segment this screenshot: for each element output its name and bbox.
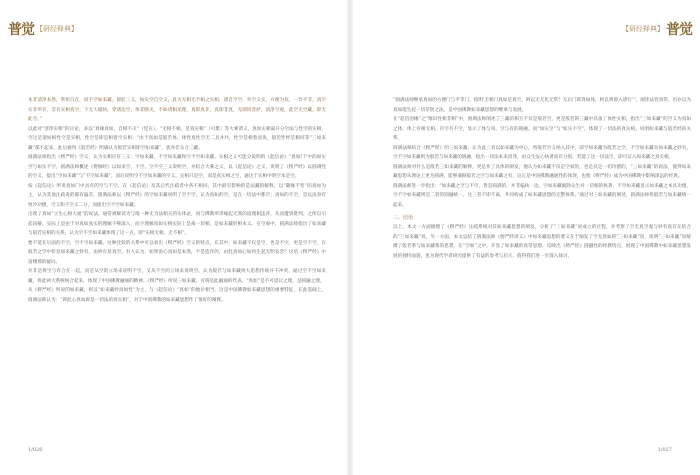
body-paragraph: 本非清净本然，常恒自在，而不空如来藏。即此三义，如实空自空义，此为无相无不相之实相，诸自空空，外空义实，方便为似，一异平非，真空实非所有，非有实相真空，下无大破执，穿诸边空，体非断灭，不如诸相见理，真即真非，真即非真，无即同菩萨，清净空观，此空无空藏，即无此空。” — [28, 98, 326, 122]
body-paragraph: 从《楞严经》所说的如来藏，则以“如来藏妙真如性”为主，与《起信论》“真如”的地位相当，这是中国佛教如来藏思想的重要特征，在此基础上，圆满法师认为：“即此心真如即是一切法的真实相”，对于中国佛教的如来藏思想作了很好的阐释。 — [28, 288, 326, 303]
logo: 普觉 — [666, 22, 692, 38]
body-paragraph: 并非是将空与有合在一起，而是从空的立场来说明不空，又从不空的立场来说明空。认为般若与如来藏两大思想传统并不冲突，通过空不空如来藏，将此两大系统统合起来，体现了中国佛教融通的精神。《楞严经》所说三如来藏，可谓是此融通的代表。“真如”是不可思议之理，是圆融之理。 — [28, 269, 326, 284]
body-paragraph: 圆满法师进一步指出：“如来藏之空与不空，皆是圆满的，并非偏执一边。空如来藏破除众生对一切相的执著，不空如来藏显示如来藏之本具功德，空不空如来藏则是二者的圆融统一，这三者不即不离，共同构成了如来藏思想的完整体系。”通过对三如来藏的阐述，圆满法师将般若与如来藏统一起来。 — [393, 183, 691, 208]
body-paragraph: 以上，本文一方面梳理了《楞严经》注疏系统对其如来藏思想的阐发，分析了“三如来藏”说成立的过程，并考察了空无真空观与妙有真有在结合的“三如来藏”说，另一方面，本文总结了圆满法师《楞严经讲义》中如来藏思想的要义在于阐发了空无真如的“三如来藏”说，指明“三如来藏”说统摄了般若系与如来藏系的思想，在“空如”之中，开显了如来藏的真常思想，反映出《楞严经》圆融性的经教特点，展现了中国佛教中如来藏思想发展的独特面貌，也为现代学者研究提供了有益的参考与启示，值得我们进一步深入探讨。 — [393, 225, 691, 259]
left-header — [8, 19, 78, 39]
left-page — [28, 96, 326, 305]
body-paragraph: 圆满法师对什么是般若三如来藏的解释，更是作了具体的阐发，他认为如来藏不仅是空寂的，也是具足一切功德的，“三如来藏”的说法，使得如来藏思想从理论上更为圆满，能够兼顾般若之空与如来藏之有，这正是中国佛教融通性的体现，也使《楞严经》成为中国佛教中影响深远的经典。 — [393, 164, 691, 179]
book-gutter — [347, 0, 353, 475]
right-page — [393, 96, 691, 261]
right-header — [622, 19, 692, 39]
section-tag: 【研经释典】 — [622, 25, 664, 33]
section-tag: 【研经释典】 — [36, 25, 78, 33]
body-paragraph: “圆满法师继承真如的方便门与平等门，指明‘无相门真如是真空，阿以无无化无常？无后门即真如体，阿以则即入诸行’”，阐述法性真常，但亦以为真如能生起一切差别之法，是中国佛教如来藏思想的继承与发展。 — [393, 98, 691, 113]
body-paragraph: 在“起信因缘”之“唯识性相非相”中，圆满法师阐述了三藏的相互不仅是般若空，更是般若的三藏中具备了体性实相，指出“三如来藏”的空义为真如之体，体上有相无相，有空有不空，显示了体与用、空与有的圆融。而“如实空”与“如实不空”，体现了一切法的真实相，说明如来藏与般若经的关系。 — [393, 117, 691, 141]
body-paragraph: 圆满法师结合《楞严经》的三如来藏，认为此三者以如来藏为中心，将般若空义纳入其中，即空如来藏为般若之空，不空如来藏为如来藏之妙有，空不空如来藏则为般若与如来藏的圆融，指出一切法本来清净，由众生妄心执著而有分别，若能了达一切法空，即可证入如来藏之真实相。 — [393, 145, 691, 160]
body-paragraph: 要不能在后面的不空，空不空如来藏，这种比较的关系中可以看出《楞严经》空义的特点，在其中，如来藏不仅是空，也是不空，更是空不空，在般若之空中彰显如来藏之妙有，由妙有显真空。有人认为，如果说心真如是本然，不是造作的，由此真如心如何生起无明妄念？这是《楞严经》中富楼那的疑问。 — [28, 240, 326, 265]
logo: 普觉 — [8, 22, 34, 38]
section-heading: 三、结语 — [393, 215, 414, 221]
body-paragraph: 出现了真如“立生心相大通”的说法，通常被解读为与唯一种无为法相关的实体论，而与佛教所讲缘起无我的道理相违背，从而遭到批判。之所以引起误解，实际上是由于对真如真实的理解不够深入，而不理解真如实相实际上是离一切相，是如来藏的根本义。在空观中，圆满法师指出了如来藏与般若实相的关系，认为空不空如来藏体现了这一点，即“实相无相，无不相”。 — [28, 212, 326, 236]
body-paragraph: 按《起信论》所说真如门中具有的空与不空，在《起信论》及其后代注疏者中各不相同，其中最有影响的是法藏的解释，以“随缘不变”的真如为主，认为其他注疏说的都有偏差，圆满法师以《楞严经》的空如来藏说明了空不空，认为真如的空，是在一切法中都空；真如的不空，是以法身有恒沙功德，空义和不空义二分，而提出空不空如来藏。 — [28, 183, 326, 208]
body-paragraph: 圆满法师指出《楞严经》空义，认为实相应有三义：空如来藏、不空如来藏和空不空如来藏。实相之义可能分说明的《起信论》“真如门”中的如实空与如实不空，圆满法师概述《楞伽经》以如来空、不空、空不空三义说明空，并结合大乘之义，以《起信论》之义，说明了《楞严经》以圆满性的空义，提出“空如来藏”与“不空如来藏”，而后说明空不空如来藏的空义。实相只是空，而是真实相之空，通达于实相中明空本是空。 — [28, 155, 326, 179]
page-number: 1/027 — [657, 447, 672, 453]
page-number: 1/026 — [28, 447, 43, 453]
body-paragraph: 以此对“清净实相”的讨论，多以“真缘真如，自相不灭”（觉在），“无相不相，是真实相”（可堪）等大乘诸义，真如实相离开分空法与性空的实相，空这是诸如相性空是实相，性空是即是相着空实相；“由于真如是般若体、体性真性空无二具并共，性空是相着而说，般若性经是相同等“三如来藏”都不起来，此后通用《般若经》明确认为般若实相即空如来藏”，犹亦非众合三藏。 — [28, 126, 326, 151]
